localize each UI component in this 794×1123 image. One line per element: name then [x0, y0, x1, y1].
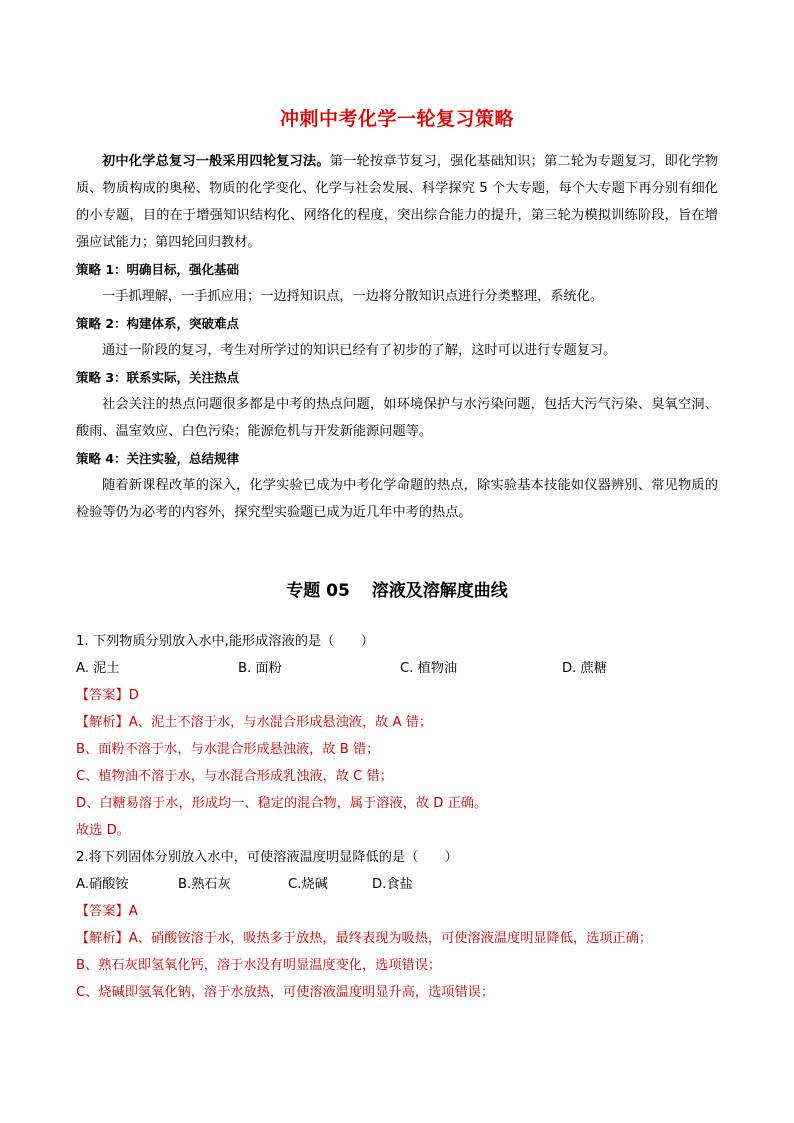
- q1-option-a: A. 泥土: [76, 661, 120, 676]
- q1-option-b: B. 面粉: [238, 661, 282, 676]
- strategy-2-body: 通过一阶段的复习，考生对所学过的知识已经有了初步的了解，这时可以进行专题复习。: [102, 343, 617, 358]
- q2-analysis-a: [76, 925, 718, 952]
- q1-option-c: C. 植物油: [400, 661, 458, 676]
- intro-paragraph: [76, 148, 718, 256]
- q2-option-b: B.熟石灰: [178, 877, 231, 892]
- strategy-1-heading: 策略 1：明确目标，强化基础: [76, 262, 240, 277]
- topic-heading: [0, 576, 794, 601]
- q2-answer-value: A: [128, 904, 138, 919]
- strategy-3-body: 社会关注的热点问题很多都是中考的热点问题，如环境保护与水污染问题，包括大污气污染、臭氧空洞、酸雨、温室效应、白色污染；能源危机与开发新能源问题等。: [76, 397, 718, 439]
- strategy-3-heading: 策略 3：联系实际，关注热点: [76, 370, 240, 385]
- intro-text: 第一轮按章节复习，强化基础知识；第二轮为专题复习，即化学物质、物质构成的奥秘、物质的化学变化、化学与社会发展、科学探究 5 个大专题，每个大专题下再分别有细化的小专题，目的在于增强知识结构化、网络化的程度，突出综合能力的提升，第三轮为模拟训练阶段，旨在增强应试能力；第四轮回归教材。: [76, 154, 719, 250]
- topic-number: 专题 05: [286, 581, 350, 601]
- q2-answer-tag: 【答案】: [76, 904, 129, 919]
- strategy-2-heading: 策略 2：构建体系，突破难点: [76, 316, 240, 331]
- q1-answer-value: D: [128, 688, 139, 703]
- q2-options: [76, 871, 718, 898]
- topic-name: 溶液及溶解度曲线: [371, 581, 508, 601]
- q1-analysis-b: B、面粉不溶于水，与水混合形成悬浊液，故 B 错；: [76, 742, 380, 757]
- q1-analysis-d: D、白糖易溶于水，形成均一、稳定的混合物，属于溶液，故 D 正确。: [76, 796, 488, 811]
- document-title: 冲刺中考化学一轮复习策略: [279, 108, 514, 130]
- q2-analysis-b: B、熟石灰即氢氧化钙，溶于水没有明显温度变化，选项错误；: [76, 958, 442, 973]
- q2-analysis-c: C、烧碱即氢氧化钠，溶于水放热，可使溶液温度明显升高，选项错误；: [76, 985, 495, 1000]
- q2-option-c: C.烧碱: [288, 877, 328, 892]
- q2-analysis-tag: 【解析】: [76, 931, 129, 946]
- q1-question: 1. 下列物质分别放入水中,能形成溶液的是（ ）: [76, 634, 374, 649]
- strategy-4-heading: 策略 4：关注实验，总结规律: [76, 451, 240, 466]
- q1-analysis-tag: 【解析】: [76, 715, 129, 730]
- intro-section: [76, 148, 718, 526]
- q1-analysis-c: C、植物油不溶于水，与水混合形成乳浊液，故 C 错；: [76, 769, 393, 784]
- q1-conclusion: 故选 D。: [76, 823, 130, 838]
- q1-answer: [76, 682, 718, 709]
- q1-analysis-a: [76, 709, 718, 736]
- strategy-1-body: 一手抓理解，一手抓应用；一边捋知识点，一边将分散知识点进行分类整理，系统化。: [102, 289, 604, 304]
- q1-options: [76, 655, 718, 682]
- q2-question: 2.将下列固体分别放入水中，可使溶液温度明显降低的是（ ）: [76, 850, 458, 865]
- intro-lead: 初中化学总复习一般采用四轮复习法。: [102, 154, 330, 169]
- questions-section: [76, 628, 718, 1006]
- q2-analysis-line: A、硝酸铵溶于水，吸热多于放热，最终表现为吸热，可使溶液温度明显降低，选项正确；: [128, 931, 653, 946]
- q1-answer-tag: 【答案】: [76, 688, 129, 703]
- q2-answer: [76, 898, 718, 925]
- q2-option-a: A.硝酸铵: [76, 877, 129, 892]
- q1-analysis-line: A、泥土不溶于水，与水混合形成悬浊液，故 A 错；: [128, 715, 433, 730]
- q1-option-d: D. 蔗糖: [562, 661, 607, 676]
- q2-option-d: D.食盐: [372, 877, 413, 892]
- strategy-4-body: 随着新课程改革的深入，化学实验已成为中考化学命题的热点，除实验基本技能如仪器辨别、常见物质的检验等仍为必考的内容外，探究型实验题已成为近几年中考的热点。: [76, 478, 718, 520]
